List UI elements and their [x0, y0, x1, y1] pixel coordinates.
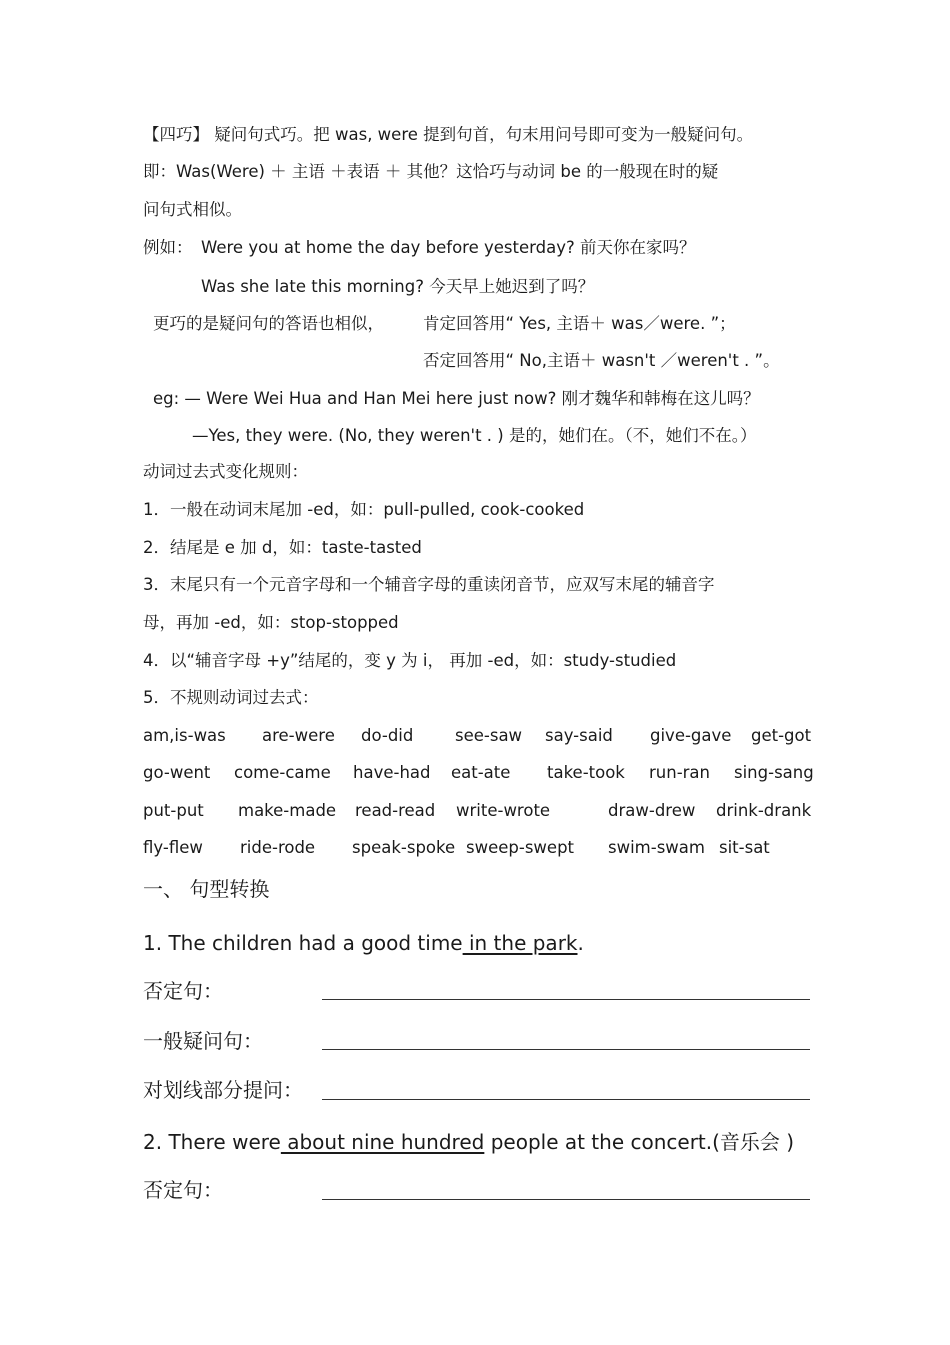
- rule-1: 1．一般在动词末尾加 -ed，如：pull-pulled, cook-cooked: [143, 500, 585, 519]
- example-2: Was she late this morning? 今天早上她迟到了吗？: [201, 277, 595, 296]
- question-1: [143, 930, 584, 956]
- verb-pair: speak-spoke: [352, 838, 456, 857]
- verb-pair: have-had: [353, 763, 431, 782]
- verb-pair: do-did: [361, 726, 414, 745]
- verb-pair: sing-sang: [734, 763, 814, 782]
- answer-positive: 肯定回答用“ Yes, 主语＋ was／were. ”；: [423, 314, 736, 333]
- yes-no-question-label: 一般疑问句：: [143, 1029, 263, 1053]
- rule-2: 2．结尾是 e 加 d，如：taste-tasted: [143, 538, 422, 557]
- answer-blank-yes-no[interactable]: [322, 1049, 810, 1050]
- example-label: 例如：: [143, 238, 193, 257]
- answer-blank-negative-2[interactable]: [322, 1199, 810, 1200]
- question-1-underlined: in the park: [462, 931, 578, 955]
- question-1-end: .: [577, 931, 584, 955]
- verb-pair: fly-flew: [143, 838, 203, 857]
- verb-pair: eat-ate: [451, 763, 511, 782]
- example-1: Were you at home the day before yesterday? 前天你在家吗？: [201, 238, 696, 257]
- question-1-text: 1. The children had a good time: [143, 931, 463, 955]
- verb-pair: give-gave: [650, 726, 732, 745]
- rules-heading: 动词过去式变化规则：: [143, 462, 308, 481]
- intro-line-2: 即：Was(Were) ＋ 主语 ＋表语 ＋ 其他？这恰巧与动词 be 的一般现在时的疑: [143, 162, 719, 181]
- verb-pair: read-read: [355, 801, 436, 820]
- verb-pair: take-took: [547, 763, 625, 782]
- question-2-underlined: about nine hundred: [280, 1130, 485, 1154]
- eg-question: eg: — Were Wei Hua and Han Mei here just now? 刚才魏华和韩梅在这儿吗？: [153, 389, 760, 408]
- intro-line-1: 【四巧】 疑问句式巧。把 was, were 提到句首，句末用问号即可变为一般疑问句。: [143, 125, 754, 144]
- intro-line-3: 问句式相似。: [143, 200, 242, 219]
- verb-pair: say-said: [545, 726, 613, 745]
- section-title: 一、 句型转换: [143, 877, 270, 901]
- rule-5: 5．不规则动词过去式：: [143, 688, 319, 707]
- answer-negative: 否定回答用“ No,主语＋ wasn't ／weren't . ”。: [423, 351, 780, 370]
- eg-answer: —Yes, they were. (No, they weren't . ) 是的，她们在。（不，她们不在。）: [192, 426, 757, 445]
- verb-pair: sit-sat: [719, 838, 770, 857]
- answer-intro: 更巧的是疑问句的答语也相似，: [153, 314, 384, 333]
- question-2-text: 2. There were: [143, 1130, 281, 1154]
- question-2: [143, 1129, 794, 1155]
- verb-pair: make-made: [238, 801, 337, 820]
- rule-4: 4．以“辅音字母 +y”结尾的，变 y 为 i， 再加 -ed，如：study-studied: [143, 651, 677, 670]
- answer-blank-wh[interactable]: [322, 1099, 810, 1100]
- question-2-end: people at the concert.(音乐会 ): [484, 1130, 795, 1154]
- verb-pair: get-got: [751, 726, 812, 745]
- verb-pair: drink-drank: [716, 801, 812, 820]
- verb-pair: write-wrote: [456, 801, 551, 820]
- negative-label: 否定句：: [143, 979, 223, 1003]
- rule-3a: 3．末尾只有一个元音字母和一个辅音字母的重读闭音节，应双写末尾的辅音字: [143, 575, 715, 594]
- verb-pair: sweep-swept: [466, 838, 575, 857]
- negative-label-2: 否定句：: [143, 1178, 223, 1202]
- verb-pair: draw-drew: [608, 801, 696, 820]
- wh-question-label: 对划线部分提问：: [143, 1078, 303, 1102]
- verb-pair: see-saw: [455, 726, 523, 745]
- rule-3b: 母，再加 -ed，如：stop-stopped: [143, 613, 399, 632]
- verb-pair: put-put: [143, 801, 204, 820]
- verb-pair: come-came: [234, 763, 331, 782]
- verb-pair: go-went: [143, 763, 211, 782]
- answer-blank-negative[interactable]: [322, 999, 810, 1000]
- verb-pair: swim-swam: [608, 838, 705, 857]
- verb-pair: ride-rode: [240, 838, 316, 857]
- verb-pair: are-were: [262, 726, 335, 745]
- verb-pair: run-ran: [649, 763, 711, 782]
- verb-pair: am,is-was: [143, 726, 226, 745]
